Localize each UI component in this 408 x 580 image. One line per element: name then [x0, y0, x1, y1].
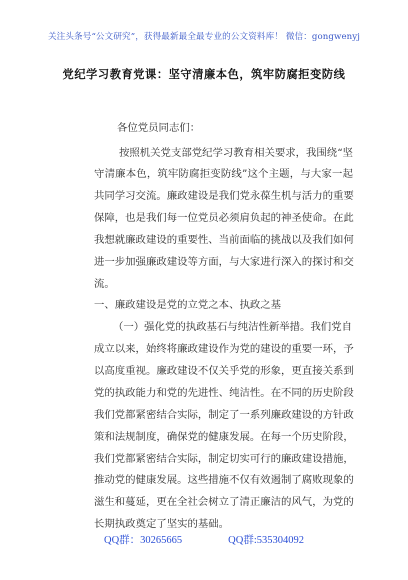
salutation: 各位党员同志们： — [117, 122, 201, 134]
paragraph-1-line-5: 我想就廉政建设的重要性、当前面临的挑战以及我们如何 — [94, 234, 354, 246]
paragraph-2-line-8: 推动党的健康发展。这些措施不仅有效遏制了腐败现象的 — [94, 474, 354, 486]
paragraph-2-line-9: 滋生和蔓延，更在全社会树立了清正廉洁的风气，为党的 — [94, 496, 354, 508]
paragraph-2-line-2: 成立以来，始终将廉政建设作为党的建设的重要一环，予 — [94, 343, 354, 355]
paragraph-1-line-1: 按照机关党支部党纪学习教育相关要求，我围绕“坚 — [119, 147, 353, 159]
header-notice: 关注头条号“公文研究”，获得最新最全最专业的公文资料库！ 微信：gongwenyj — [47, 32, 361, 42]
paragraph-1-line-2: 守清廉本色，筑牢防腐拒变防线”这个主题，与大家一起 — [94, 168, 353, 180]
paragraph-2-line-1: （一）强化党的执政基石与纯洁性新举措。我们党自 — [113, 321, 352, 333]
paragraph-1-line-6: 进一步加强廉政建设等方面，与大家进行深入的探讨和交 — [94, 256, 354, 268]
section-heading: 一、廉政建设是党的立党之本、执政之基 — [94, 299, 282, 311]
footer — [0, 532, 408, 547]
paragraph-1-line-4: 保障，也是我们每一位党员必须肩负起的神圣使命。在此 — [94, 212, 354, 224]
footer-qq-group-2: QQ群:535304092 — [228, 535, 304, 546]
document-title: 党纪学习教育党课：坚守清廉本色，筑牢防腐拒变防线 — [62, 67, 346, 81]
paragraph-2-line-6: 策和法规制度，确保党的健康发展。在每一个历史阶段， — [94, 431, 354, 443]
paragraph-1-line-7: 流。 — [94, 278, 115, 290]
paragraph-2-line-7: 我们党都紧密结合实际，制定切实可行的廉政建设措施， — [94, 453, 354, 465]
paragraph-1-line-3: 共同学习交流。廉政建设是我们党永葆生机与活力的重要 — [94, 190, 354, 202]
paragraph-2-line-3: 以高度重视。廉政建设不仅关乎党的形象，更直接关系到 — [94, 365, 354, 377]
footer-qq-group-1: QQ群：30265665 — [103, 535, 183, 546]
paragraph-2-line-4: 党的执政能力和党的先进性、纯洁性。在不同的历史阶段 — [94, 387, 354, 399]
paragraph-2-line-5: 我们党都紧密结合实际，制定了一系列廉政建设的方针政 — [94, 409, 354, 421]
paragraph-2-line-10: 长期执政奠定了坚实的基础。 — [94, 518, 230, 530]
